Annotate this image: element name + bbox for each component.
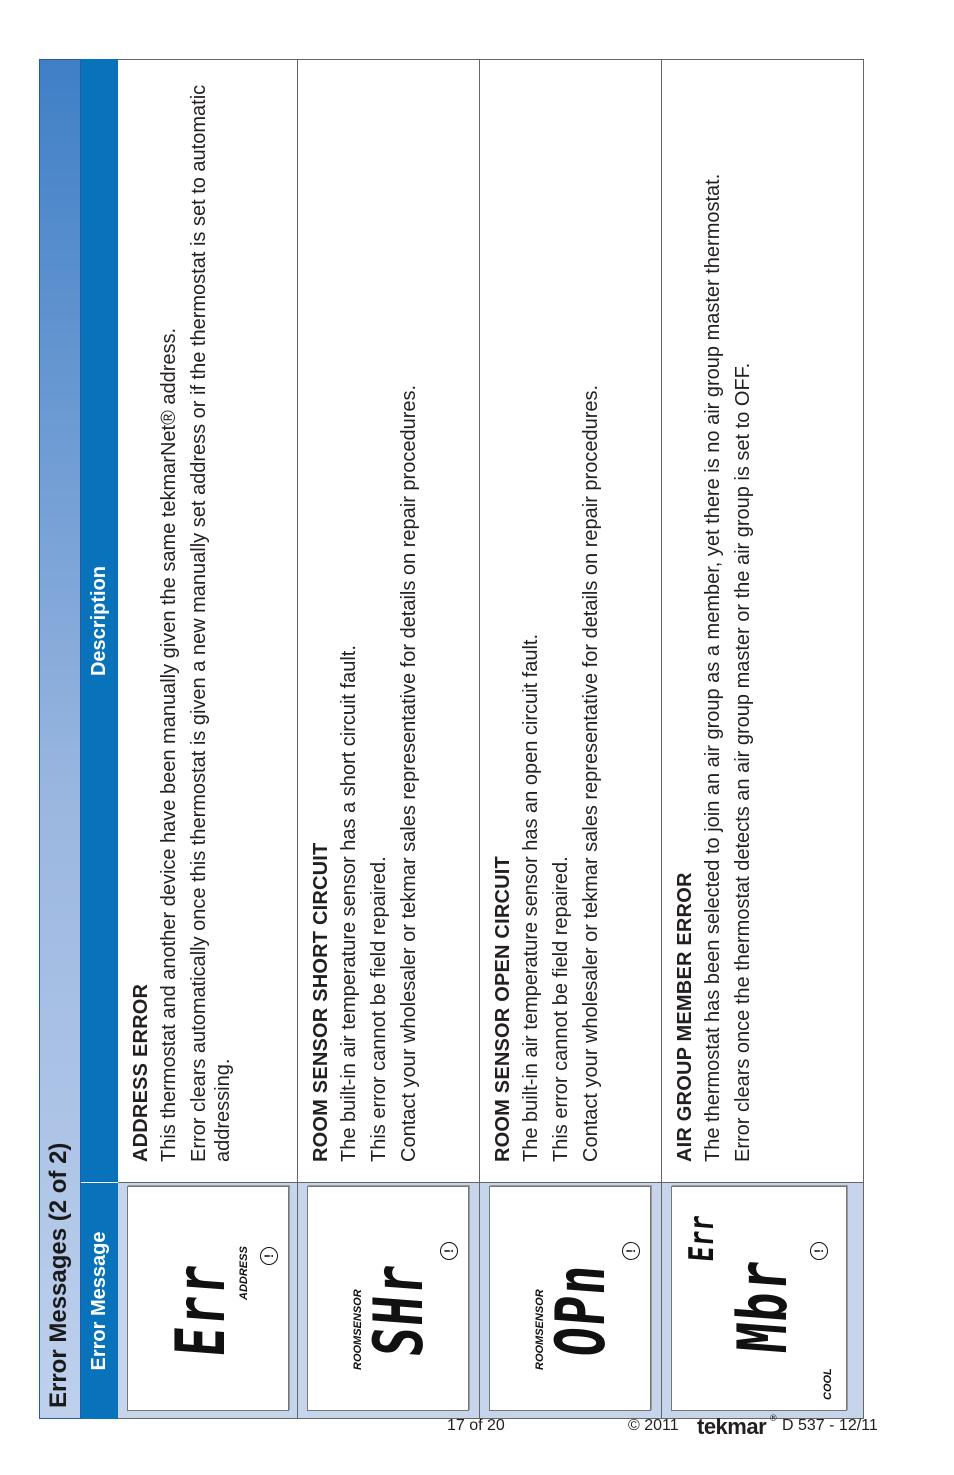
description-paragraph: Contact your wholesaler or tekmar sales representative for details on repair procedures. [580,384,602,1162]
lcd-roomsensor-label: ROOMSENSOR [352,1289,364,1370]
warning-icon: ! [440,1242,458,1260]
description-cell [480,59,662,1183]
error-display-cell [662,1183,864,1419]
header-error-message: Error Message [88,1231,110,1371]
warning-icon: ! [810,1242,828,1260]
lcd-error-code: Mbr [724,1256,803,1356]
lcd-err-sublabel: Err [682,1213,722,1264]
brand-logo: tekmar [697,1414,767,1439]
table-row [298,59,480,1419]
lcd-display [127,1186,289,1411]
description-paragraph: The built-in air temperature sensor has an open circuit fault. [520,633,542,1162]
error-heading: AIR GROUP MEMBER ERROR [674,872,696,1162]
description-paragraph: This error cannot be field repaired. [550,856,572,1162]
copyright: © 2011 [628,1417,679,1434]
description-paragraph: Error clears once the thermostat detects an air group master or the air group is set to OFF. [732,362,754,1162]
warning-icon: ! [622,1242,640,1260]
table-header-row [81,59,118,1419]
description-paragraph: The built-in air temperature sensor has a short circuit fault. [338,645,360,1162]
description-paragraph: The thermostat has been selected to join an air group as a member, yet there is no air group master thermostat. [702,173,724,1162]
lcd-error-code: OPn [542,1260,621,1360]
error-heading: ROOM SENSOR OPEN CIRCUIT [492,856,514,1162]
lcd-cool-label: COOL [822,1368,834,1400]
warning-icon: ! [260,1247,278,1265]
header-description: Description [88,565,110,677]
description-paragraph: This thermostat and another device have been manually given the same tekmarNet® address. [158,327,180,1162]
lcd-error-code: SHr [360,1260,439,1360]
lcd-display [489,1186,651,1411]
table-row [662,59,864,1419]
error-display-cell [298,1183,480,1419]
description-paragraph: This error cannot be field repaired. [368,856,390,1162]
description-cell [118,59,298,1183]
description-paragraph: Error clears automatically once this thermostat is given a new manually set address or if the thermostat is set to automatic addressing. [188,84,234,1162]
table-row [118,59,298,1419]
lcd-error-code: Err [162,1260,241,1360]
error-display-cell [480,1183,662,1419]
registered-mark: ® [770,1413,777,1423]
error-display-cell [118,1183,298,1419]
table-title: Error Messages (2 of 2) [45,1142,72,1408]
lcd-address-label: ADDRESS [238,1246,250,1300]
error-messages-table [39,59,865,1419]
page-number: 17 of 20 [447,1417,505,1434]
description-cell [662,59,864,1183]
description-paragraph: Contact your wholesaler or tekmar sales representative for details on repair procedures. [398,384,420,1162]
lcd-display [671,1186,847,1411]
lcd-display [307,1186,469,1411]
error-heading: ROOM SENSOR SHORT CIRCUIT [310,842,332,1162]
table-row [480,59,662,1419]
table-title-bar [39,59,81,1419]
lcd-roomsensor-label: ROOMSENSOR [534,1289,546,1370]
error-heading: ADDRESS ERROR [130,983,152,1162]
document-id: D 537 - 12/11 [782,1417,878,1434]
description-cell [298,59,480,1183]
